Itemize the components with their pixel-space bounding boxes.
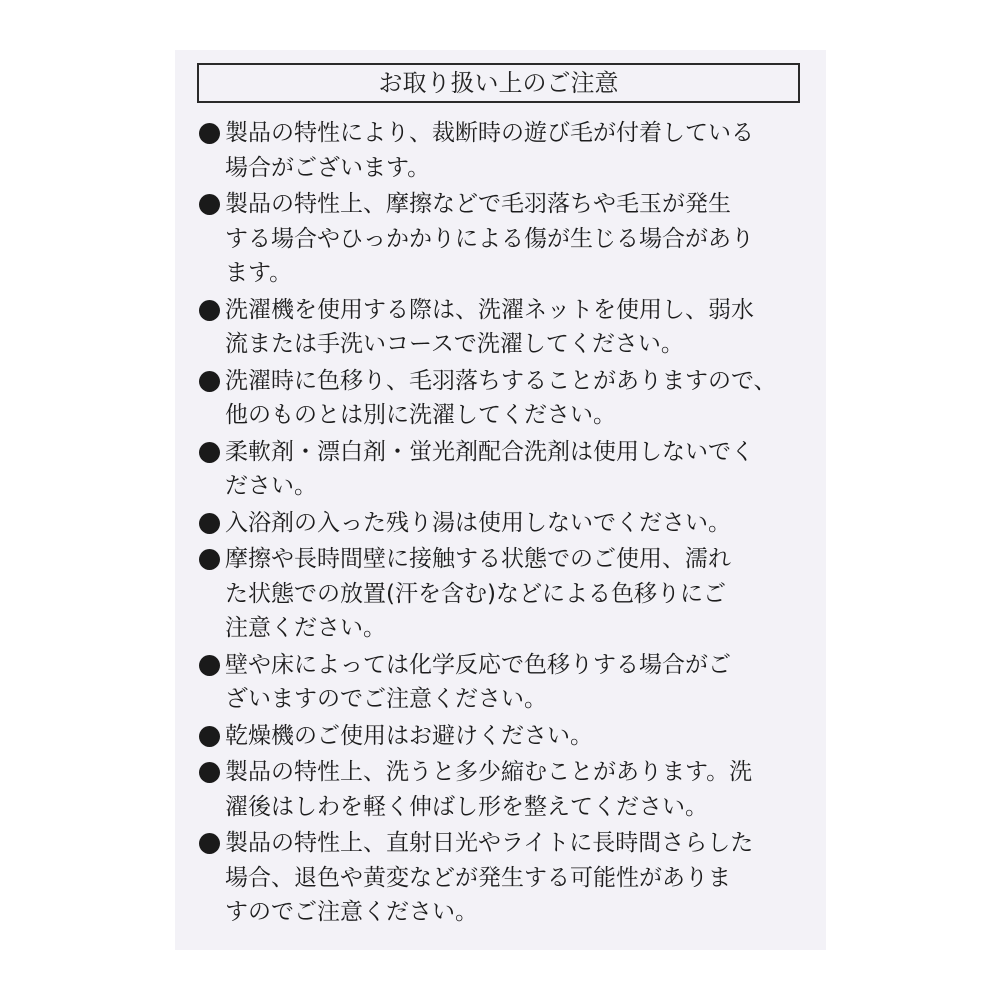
- notice-item-text: 製品の特性上、摩擦などで毛羽落ちや毛玉が発生 する場合やひっかかりによる傷が生じる場合があり ます。: [225, 191, 754, 286]
- bullet-icon: [199, 655, 220, 676]
- bullet-icon: [199, 371, 220, 392]
- notice-item-text: 壁や床によっては化学反応で色移りする場合がご ざいますのでご注意ください。: [225, 651, 731, 712]
- notice-item-text: 製品の特性上、直射日光やライトに長時間さらした 場合、退色や黄変などが発生する可能性がありま すのでご注意ください。: [225, 830, 754, 925]
- notice-item-text: 柔軟剤・漂白剤・蛍光剤配合洗剤は使用しないでく ださい。: [225, 438, 754, 499]
- notice-item-text: 製品の特性により、裁断時の遊び毛が付着している 場合がございます。: [225, 120, 754, 181]
- notice-item-text: 製品の特性上、洗うと多少縮むことがあります。洗 濯後はしわを軽く伸ばし形を整えてください。: [225, 759, 753, 820]
- notice-item: [199, 648, 809, 717]
- bullet-icon: [199, 300, 220, 321]
- notice-item: [199, 293, 809, 362]
- notice-item: [199, 187, 809, 291]
- bullet-icon: [199, 762, 220, 783]
- notice-item: [199, 755, 809, 824]
- bullet-icon: [199, 194, 220, 215]
- bullet-icon: [199, 442, 220, 463]
- notice-item-text: 入浴剤の入った残り湯は使用しないでください。: [225, 509, 731, 536]
- notice-item-text: 摩擦や長時間壁に接触する状態でのご使用、濡れ た状態での放置(汗を含む)などによる色移りにご 注意ください。: [225, 546, 731, 641]
- notice-item: [199, 506, 809, 541]
- notice-item-text: 乾燥機のご使用はお避けください。: [225, 722, 593, 749]
- notice-item: [199, 542, 809, 646]
- notice-item-text: 洗濯機を使用する際は、洗濯ネットを使用し、弱水 流または手洗いコースで洗濯してください。: [225, 296, 754, 357]
- bullet-icon: [199, 513, 220, 534]
- notice-item-text: 洗濯時に色移り、毛羽落ちすることがありますので、 他のものとは別に洗濯してください。: [225, 367, 777, 428]
- notice-item: [199, 364, 809, 433]
- bullet-icon: [199, 833, 220, 854]
- bullet-icon: [199, 123, 220, 144]
- notice-item: [199, 435, 809, 504]
- notice-item: [199, 826, 809, 930]
- notice-list: [199, 116, 809, 932]
- bullet-icon: [199, 726, 220, 747]
- bullet-icon: [199, 549, 220, 570]
- notice-title: お取り扱い上のご注意: [197, 63, 800, 103]
- notice-card: [175, 50, 826, 950]
- notice-item: [199, 116, 809, 185]
- notice-item: [199, 719, 809, 754]
